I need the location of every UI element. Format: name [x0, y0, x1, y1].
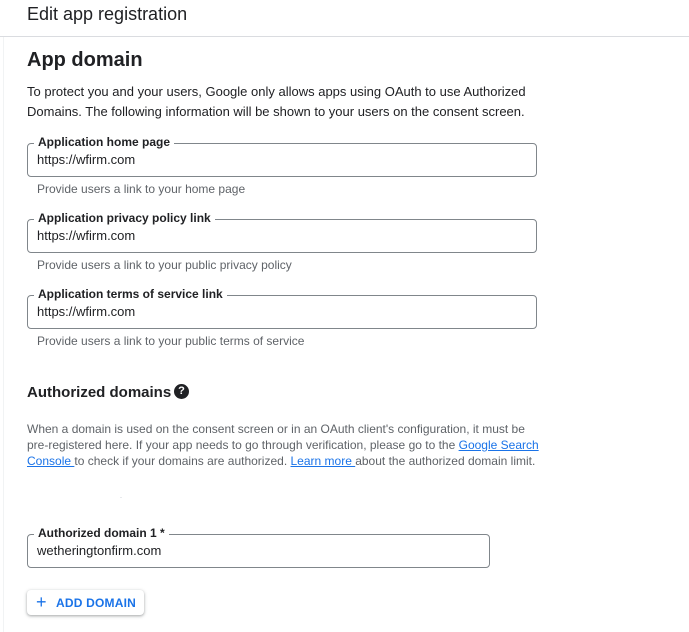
terms-of-service-helper: Provide users a link to your public terms of service [37, 334, 305, 348]
divider-dot [120, 497, 122, 498]
terms-of-service-field[interactable] [27, 287, 537, 329]
terms-of-service-input[interactable] [37, 304, 477, 320]
terms-of-service-label: Application terms of service link [34, 287, 227, 301]
page-title: Edit app registration [27, 4, 188, 24]
left-rail [0, 37, 4, 632]
section-title-app-domain: App domain [27, 49, 143, 71]
home-page-input[interactable] [37, 152, 477, 168]
authorized-domains-description [27, 421, 547, 469]
plus-icon: + [36, 592, 47, 612]
google-search-console-link[interactable]: Google Search Console [27, 438, 539, 468]
add-domain-label: ADD DOMAIN [56, 596, 136, 610]
desc-text-1: When a domain is used on the consent screen or in an OAuth client's configuration, it must be pre-registered here. If your app needs to go through verification, please go to the [27, 422, 525, 452]
help-circle-icon[interactable]: ? [174, 384, 189, 399]
home-page-helper: Provide users a link to your home page [37, 182, 246, 196]
learn-more-link[interactable]: Learn more [290, 454, 356, 468]
desc-text-2: to check if your domains are authorized. [74, 454, 291, 468]
privacy-policy-field[interactable] [27, 211, 537, 253]
authorized-domain-field[interactable] [27, 526, 490, 568]
authorized-domain-input[interactable] [37, 543, 477, 559]
privacy-policy-label: Application privacy policy link [34, 211, 215, 225]
privacy-policy-input[interactable] [37, 228, 477, 244]
add-domain-button[interactable] [27, 590, 144, 615]
desc-text-3: about the authorized domain limit. [355, 454, 536, 468]
app-domain-intro: To protect you and your users, Google only allows apps using OAuth to use Authorized Domains. The following information will be shown to your users on the consent screen. [27, 84, 526, 119]
authorized-domain-label: Authorized domain 1 * [34, 526, 169, 540]
home-page-label: Application home page [34, 135, 174, 149]
home-page-field[interactable] [27, 135, 537, 177]
section-title-authorized-domains: Authorized domains [27, 384, 172, 401]
page-header [0, 0, 689, 37]
privacy-policy-helper: Provide users a link to your public privacy policy [37, 258, 292, 272]
